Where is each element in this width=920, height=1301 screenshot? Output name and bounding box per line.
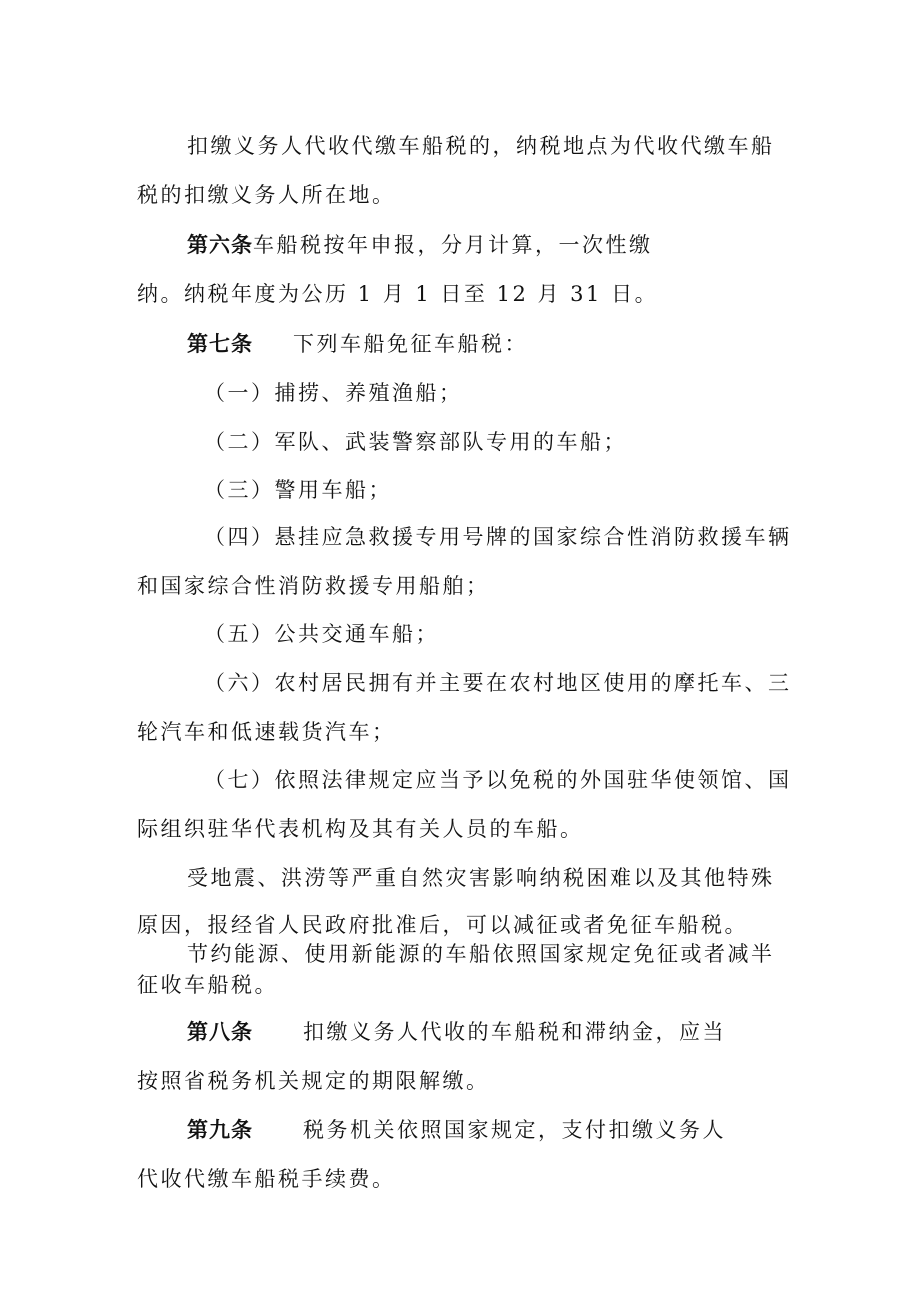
paragraph-disaster-relief-line-1: 受地震、洪涝等严重自然灾害影响纳税困难以及其他特殊 [187,866,775,890]
article-7-item-3: （三）警用车船； [204,478,392,502]
article-8-heading: 第八条 [187,1019,253,1044]
article-7-item-4-line-1: （四）悬挂应急救援专用号牌的国家综合性消防救援车辆 [204,525,792,549]
paragraph-disaster-relief-line-2: 原因，报经省人民政府批准后，可以减征或者免征车船税。 [137,913,748,937]
article-7-item-6-line-2: 轮汽车和低速载货汽车； [137,720,396,744]
article-9-heading: 第九条 [187,1117,253,1142]
article-7-heading: 第七条 [187,331,253,356]
article-6-heading: 第六条 [187,232,253,257]
paragraph-withholding-location-line-2: 税的扣缴义务人所在地。 [137,183,396,207]
article-7-item-2: （二）军队、武装警察部队专用的车船； [204,430,627,454]
article-9-text-line-1: 税务机关依照国家规定，支付扣缴义务人 [303,1118,726,1142]
article-6-text-line-2: 纳。纳税年度为公历 1 月 1 日至 12 月 31 日。 [137,282,659,306]
article-9-text-line-2: 代收代缴车船税手续费。 [137,1167,396,1191]
article-7-item-4-line-2: 和国家综合性消防救援专用船舶； [137,574,490,598]
article-7-item-1: （一）捕捞、养殖渔船； [204,381,463,405]
article-7-item-7-line-1: （七）依照法律规定应当予以免税的外国驻华使领馆、国 [204,768,792,792]
paragraph-energy-saving-line-2: 征收车船税。 [137,973,278,997]
article-7-item-6-line-1: （六）农村居民拥有并主要在农村地区使用的摩托车、三 [204,671,792,695]
article-7-item-7-line-2: 际组织驻华代表机构及其有关人员的车船。 [137,817,584,841]
article-7-line-1 [187,331,528,357]
article-8-line-1 [187,1019,726,1045]
article-8-text-line-1: 扣缴义务人代收的车船税和滞纳金，应当 [303,1020,726,1044]
article-7-item-5: （五）公共交通车船； [204,622,439,646]
article-8-text-line-2: 按照省税务机关规定的期限解缴。 [137,1069,490,1093]
article-9-line-1 [187,1117,726,1143]
paragraph-withholding-location-line-1: 扣缴义务人代收代缴车船税的，纳税地点为代收代缴车船 [187,134,775,158]
article-6-text-line-1: 车船税按年申报，分月计算，一次性缴 [253,233,653,257]
article-7-intro: 下列车船免征车船税： [293,332,528,356]
article-6-line-1 [187,232,653,258]
paragraph-energy-saving-line-1: 节约能源、使用新能源的车船依照国家规定免征或者减半 [187,942,775,966]
